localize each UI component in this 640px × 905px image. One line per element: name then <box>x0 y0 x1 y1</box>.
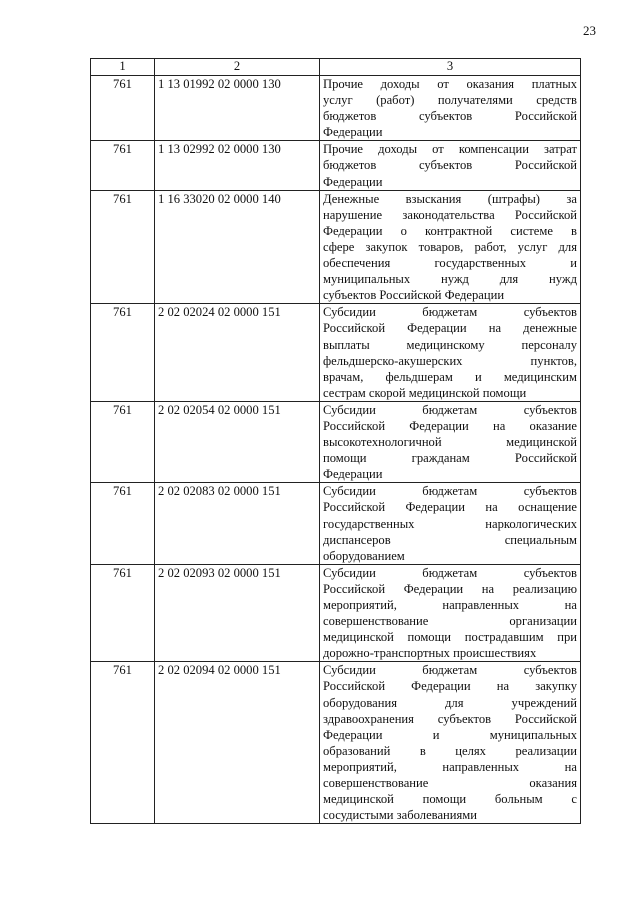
income-name-line: диспансеров специальным <box>323 532 577 547</box>
income-name-line: высокотехнологичной медицинской <box>323 435 577 450</box>
income-name-line: Субсидии бюджетам субъектов <box>323 402 577 417</box>
income-name-line: государственных наркологических <box>323 516 577 531</box>
income-name-line: совершенствование организации <box>323 614 577 629</box>
income-name-line: Федерации <box>323 467 383 482</box>
administrator-code-cell: 761 <box>91 141 155 190</box>
administrator-code-cell: 761 <box>91 304 155 402</box>
income-name-line: Федерации <box>323 125 383 140</box>
income-name-line: муниципальных нужд для нужд <box>323 272 577 287</box>
column-header-3: 3 <box>320 59 581 76</box>
income-name-line: Прочие доходы от оказания платных <box>323 77 577 91</box>
table-row <box>91 76 581 141</box>
income-name-line: медицинской помощи больным с <box>323 792 577 807</box>
column-header-2: 2 <box>155 59 320 76</box>
income-name-line: образований в целях реализации <box>323 743 577 758</box>
budget-classification-code-cell: 2 02 02054 02 0000 151 <box>155 401 320 482</box>
income-name-line: Субсидии бюджетам субъектов <box>323 565 577 580</box>
income-name-line: мероприятий, направленных на <box>323 598 577 612</box>
income-name-line: обеспечения государственных и <box>323 256 577 271</box>
income-name-line: Денежные взыскания (штрафы) за <box>323 191 577 206</box>
income-name-line: нарушение законодательства Российской <box>323 207 577 222</box>
table-row <box>91 141 581 190</box>
income-name-line: Субсидии бюджетам субъектов <box>323 663 577 678</box>
income-name-line: помощи гражданам Российской <box>323 451 577 466</box>
income-name-line: дорожно-транспортных происшествиях <box>323 646 537 661</box>
income-name-line: Российской Федерации на закупку <box>323 679 577 694</box>
table-row <box>91 564 581 662</box>
income-name-line: сосудистыми заболеваниями <box>323 808 478 823</box>
budget-revenue-table <box>90 58 581 824</box>
table-header <box>91 59 581 76</box>
income-name-line: субъектов Российской Федерации <box>323 288 505 303</box>
budget-classification-code-cell: 2 02 02083 02 0000 151 <box>155 483 320 564</box>
income-name-line: здравоохранения субъектов Российской <box>323 711 577 726</box>
income-name-line: выплаты медицинскому персоналу <box>323 337 577 352</box>
income-name-cell <box>320 564 581 662</box>
income-name-cell <box>320 190 581 304</box>
budget-classification-code-cell: 2 02 02024 02 0000 151 <box>155 304 320 402</box>
income-name-line: сестрам скорой медицинской помощи <box>323 385 527 400</box>
income-name-line: сфере закупок товаров, работ, услуг для <box>323 239 577 254</box>
income-name-line: оборудования для учреждений <box>323 695 577 710</box>
income-name-line: Субсидии бюджетам субъектов <box>323 484 577 499</box>
income-name-line: фельдшерско-акушерских пунктов, <box>323 353 577 368</box>
administrator-code-cell: 761 <box>91 190 155 304</box>
income-name-cell <box>320 401 581 482</box>
income-name-cell <box>320 483 581 564</box>
administrator-code-cell: 761 <box>91 401 155 482</box>
income-name-line: Федерации и муниципальных <box>323 727 577 742</box>
budget-classification-code-cell: 2 02 02094 02 0000 151 <box>155 662 320 824</box>
income-name-line: медицинской помощи пострадавшим при <box>323 630 577 645</box>
income-name-line: врачам, фельдшерам и медицинским <box>323 369 577 384</box>
income-name-line: Субсидии бюджетам субъектов <box>323 305 577 320</box>
income-name-line: бюджетов субъектов Российской <box>323 109 577 124</box>
administrator-code-cell: 761 <box>91 483 155 564</box>
table-body <box>91 76 581 824</box>
table-row <box>91 401 581 482</box>
page-number: 23 <box>583 23 596 38</box>
administrator-code-cell: 761 <box>91 662 155 824</box>
header-row <box>91 59 581 76</box>
income-name-line: Прочие доходы от компенсации затрат <box>323 142 577 157</box>
income-name-line: Российской Федерации на оказание <box>323 418 577 433</box>
administrator-code-cell: 761 <box>91 76 155 141</box>
income-name-line: Российской Федерации на реализацию <box>323 581 577 596</box>
budget-classification-code-cell: 1 13 01992 02 0000 130 <box>155 76 320 141</box>
income-name-line: услуг (работ) получателями средств <box>323 93 577 108</box>
column-header-1: 1 <box>91 59 155 76</box>
income-name-line: Российской Федерации на оснащение <box>323 500 577 515</box>
table-row <box>91 483 581 564</box>
income-name-line: Федерации о контрактной системе в <box>323 223 577 238</box>
income-name-cell <box>320 76 581 141</box>
income-name-line: совершенствование оказания <box>323 776 577 791</box>
income-name-line: мероприятий, направленных на <box>323 759 577 774</box>
table-row <box>91 304 581 402</box>
income-name-line: бюджетов субъектов Российской <box>323 158 577 173</box>
income-name-cell <box>320 141 581 190</box>
income-name-line: Российской Федерации на денежные <box>323 321 577 336</box>
income-name-line: Федерации <box>323 174 383 189</box>
income-name-cell <box>320 662 581 824</box>
administrator-code-cell: 761 <box>91 564 155 662</box>
budget-classification-code-cell: 1 16 33020 02 0000 140 <box>155 190 320 304</box>
budget-classification-code-cell: 2 02 02093 02 0000 151 <box>155 564 320 662</box>
income-name-cell <box>320 304 581 402</box>
budget-classification-code-cell: 1 13 02992 02 0000 130 <box>155 141 320 190</box>
income-name-line: оборудованием <box>323 548 405 563</box>
table-row <box>91 190 581 304</box>
table-row <box>91 662 581 824</box>
